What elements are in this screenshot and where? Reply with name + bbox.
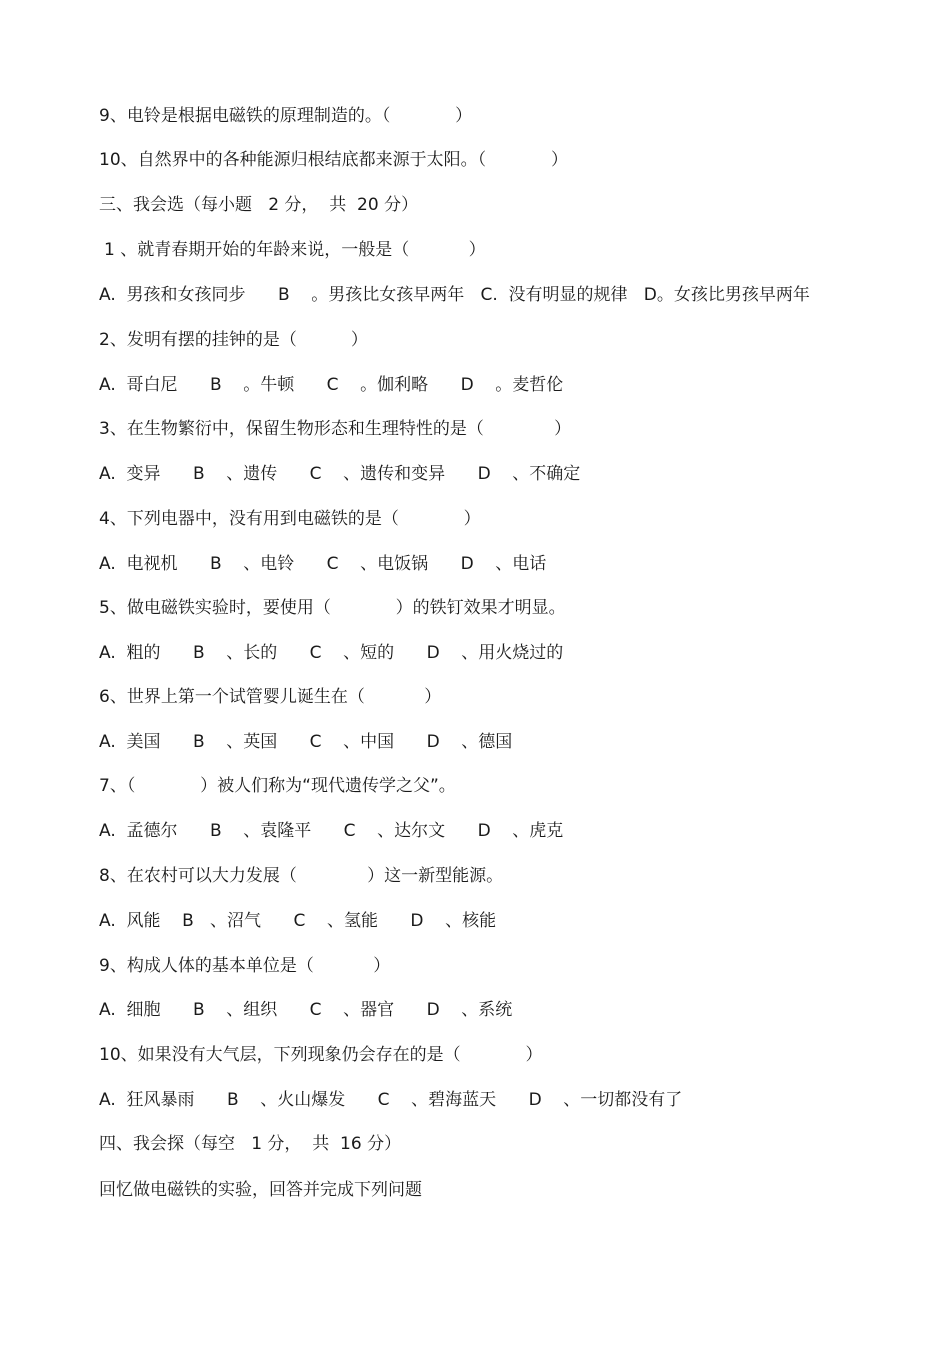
choice-question-7: 7、（ ）被人们称为“现代遗传学之父”。	[99, 776, 456, 796]
choice-question-5: 5、做电磁铁实验时，要使用（ ）的铁钉效果才明显。	[99, 598, 566, 618]
choice-question-6: 6、世界上第一个试管婴儿诞生在（ ）	[99, 687, 442, 707]
choice-options-4: A. 电视机 B 、电铃 C 、电饭锅 D 、电话	[99, 554, 547, 574]
choice-question-1: 1 、就青春期开始的年龄来说，一般是（ ）	[104, 240, 486, 260]
choice-options-3: A. 变异 B 、遗传 C 、遗传和变异 D 、不确定	[99, 464, 581, 484]
choice-question-8: 8、在农村可以大力发展（ ）这一新型能源。	[99, 866, 504, 886]
choice-options-10: A. 狂风暴雨 B 、火山爆发 C 、碧海蓝天 D 、一切都没有了	[99, 1090, 683, 1110]
choice-question-4: 4、下列电器中，没有用到电磁铁的是（ ）	[99, 509, 481, 529]
explore-instruction: 回忆做电磁铁的实验，回答并完成下列问题	[99, 1180, 422, 1200]
choice-question-3: 3、在生物繁衍中，保留生物形态和生理特性的是（ ）	[99, 419, 572, 439]
choice-options-1: A. 男孩和女孩同步 B 。男孩比女孩早两年 C. 没有明显的规律 D。女孩比男孩早两年	[99, 285, 810, 305]
section-heading-choice: 三、我会选（每小题 2 分， 共 20 分）	[99, 195, 419, 215]
choice-question-2: 2、发明有摆的挂钟的是（ ）	[99, 330, 368, 350]
section-heading-explore: 四、我会探（每空 1 分， 共 16 分）	[99, 1134, 402, 1154]
choice-question-9: 9、构成人体的基本单位是（ ）	[99, 956, 391, 976]
choice-options-5: A. 粗的 B 、长的 C 、短的 D 、用火烧过的	[99, 643, 564, 663]
choice-options-9: A. 细胞 B 、组织 C 、器官 D 、系统	[99, 1000, 513, 1020]
choice-options-8: A. 风能 B 、沼气 C 、氢能 D 、核能	[99, 911, 497, 931]
choice-options-2: A. 哥白尼 B 。牛顿 C 。伽利略 D 。麦哲伦	[99, 375, 564, 395]
choice-question-10: 10、如果没有大气层，下列现象仍会存在的是（ ）	[99, 1045, 543, 1065]
choice-options-7: A. 孟德尔 B 、袁隆平 C 、达尔文 D 、虎克	[99, 821, 564, 841]
choice-options-6: A. 美国 B 、英国 C 、中国 D 、德国	[99, 732, 513, 752]
true-false-item-10: 10、自然界中的各种能源归根结底都来源于太阳。（ ）	[99, 150, 568, 170]
true-false-item-9: 9、电铃是根据电磁铁的原理制造的。（ ）	[99, 106, 473, 126]
